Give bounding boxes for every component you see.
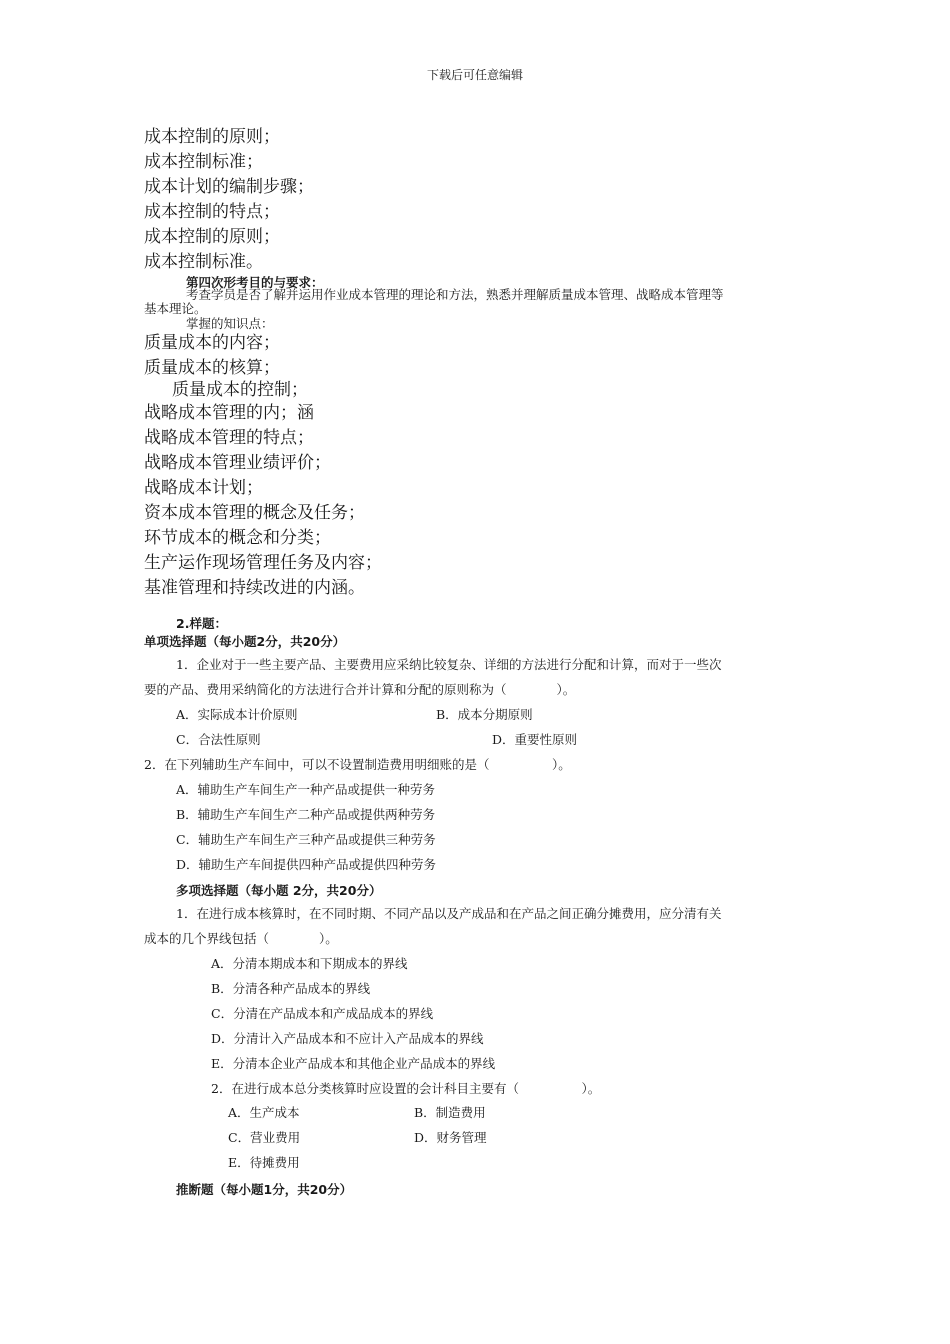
knowledge-label: 掌握的知识点： [186, 316, 274, 331]
question-text: 要的产品、费用采纳简化的方法进行合并计算和分配的原则称为（ ）。 [144, 682, 576, 697]
option-b: B．辅助生产车间生产二种产品或提供两种劳务 [176, 807, 436, 822]
list-item: 成本控制标准； [144, 152, 263, 172]
list-item: 生产运作现场管理任务及内容； [144, 553, 382, 573]
list-item: 战略成本计划； [144, 478, 263, 498]
judgement-heading: 推断题（每小题1分，共20分） [176, 1182, 353, 1197]
list-item: 战略成本管理的内；涵 [144, 403, 314, 423]
list-item: 质量成本的核算； [144, 358, 280, 378]
section-heading: 第四次形考目的与要求： [186, 275, 324, 290]
question-text: 成本的几个界线包括（ ）。 [144, 931, 338, 946]
option-a: A．生产成本 [228, 1105, 300, 1120]
question-text: 2．在进行成本总分类核算时应设置的会计科目主要有（ ）。 [211, 1081, 601, 1096]
section-description: 考查学员是否了解并运用作业成本管理的理论和方法，熟悉并理解质量成本管理、战略成本管理等 [186, 287, 724, 302]
list-item: 资本成本管理的概念及任务； [144, 503, 365, 523]
page-header: 下载后可任意编辑 [426, 68, 523, 82]
option-b: B．制造费用 [414, 1105, 486, 1120]
question-text: 2．在下列辅助生产车间中，可以不设置制造费用明细账的是（ ）。 [144, 757, 571, 772]
single-choice-heading: 单项选择题（每小题2分，共20分） [144, 634, 346, 649]
multi-choice-heading: 多项选择题（每小题 2分，共20分） [176, 883, 382, 898]
option-b: B．成本分期原则 [436, 707, 533, 722]
samples-title: 2.样题： [176, 616, 227, 631]
list-item: 质量成本的内容； [144, 333, 280, 353]
option-a: A．实际成本计价原则 [176, 707, 298, 722]
list-item: 成本控制的原则； [144, 127, 280, 147]
option-c: C．分清在产品成本和产成品成本的界线 [211, 1006, 434, 1021]
list-item: 成本控制标准。 [144, 252, 263, 272]
list-item: 质量成本的控制； [172, 380, 308, 400]
list-item: 战略成本管理业绩评价； [144, 453, 331, 473]
option-c: C．营业费用 [228, 1130, 301, 1145]
option-d: D．分清计入产品成本和不应计入产品成本的界线 [211, 1031, 484, 1046]
option-e: E．待摊费用 [228, 1155, 300, 1170]
section-description: 基本理论。 [144, 301, 207, 316]
question-text: 1．企业对于一些主要产品、主要费用应采纳比较复杂、详细的方法进行分配和计算，而对于一些次 [176, 657, 722, 672]
option-a: A．分清本期成本和下期成本的界线 [211, 956, 408, 971]
list-item: 环节成本的概念和分类； [144, 528, 331, 548]
option-d: D．重要性原则 [492, 732, 578, 747]
list-item: 成本控制的原则； [144, 227, 280, 247]
option-b: B．分清各种产品成本的界线 [211, 981, 371, 996]
list-item: 成本控制的特点； [144, 202, 280, 222]
option-c: C．辅助生产车间生产三种产品或提供三种劳务 [176, 832, 436, 847]
list-item: 基准管理和持续改进的内涵。 [144, 578, 365, 598]
option-d: D．财务管理 [414, 1130, 487, 1145]
option-d: D．辅助生产车间提供四种产品或提供四种劳务 [176, 857, 437, 872]
list-item: 战略成本管理的特点； [144, 428, 314, 448]
list-item: 成本计划的编制步骤； [144, 177, 314, 197]
option-a: A．辅助生产车间生产一种产品或提供一种劳务 [176, 782, 436, 797]
option-e: E．分清本企业产品成本和其他企业产品成本的界线 [211, 1056, 496, 1071]
question-text: 1．在进行成本核算时，在不同时期、不同产品以及产成品和在产品之间正确分摊费用，应分清有关 [176, 906, 722, 921]
option-c: C．合法性原则 [176, 732, 261, 747]
